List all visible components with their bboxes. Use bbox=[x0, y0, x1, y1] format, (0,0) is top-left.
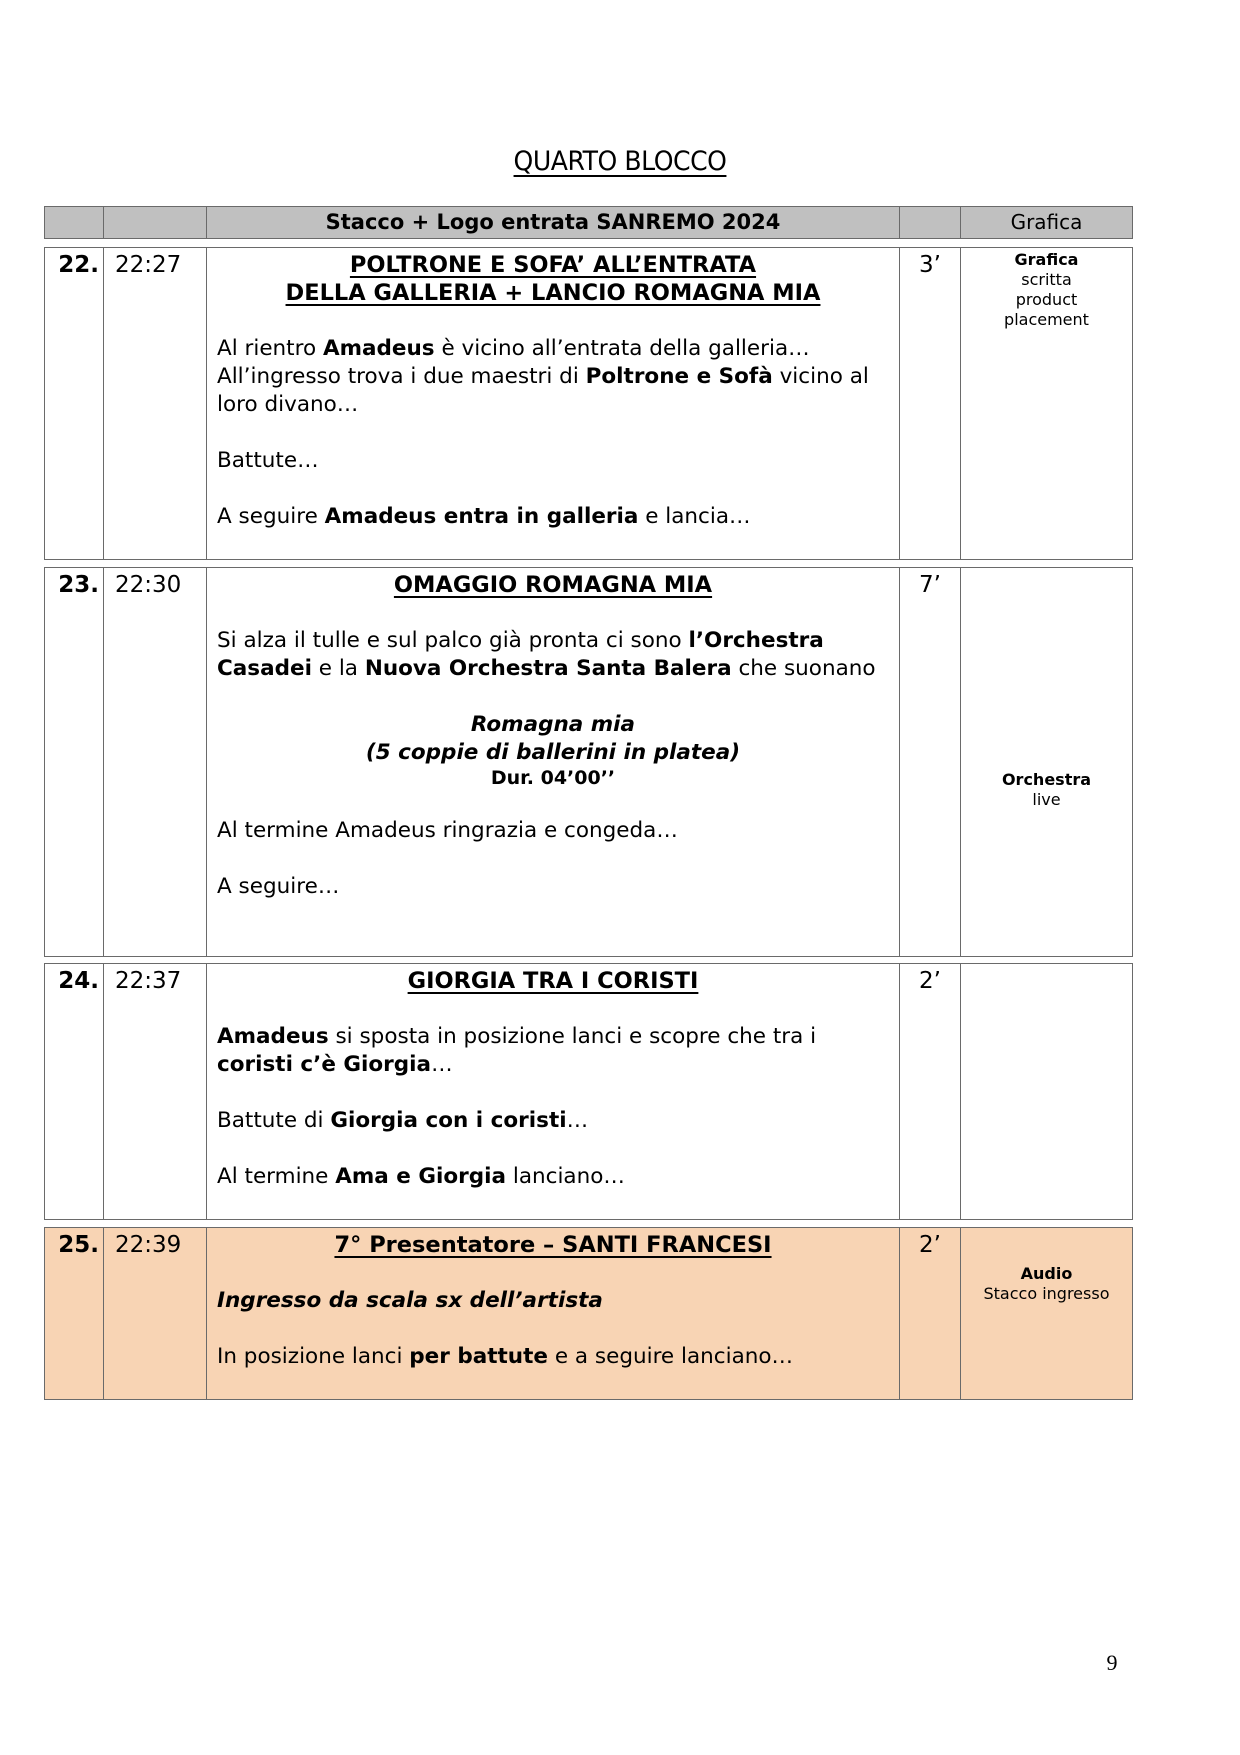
paragraph: A seguire… bbox=[217, 874, 340, 899]
notes-label: Grafica bbox=[1014, 250, 1079, 269]
bold-text: Amadeus bbox=[217, 1024, 329, 1049]
paragraph bbox=[217, 627, 889, 683]
bold-text: Amadeus bbox=[322, 336, 435, 361]
block-title-text: QUARTO BLOCCO bbox=[513, 146, 727, 177]
row-time: 22:39 bbox=[104, 1228, 207, 1399]
row-notes bbox=[961, 248, 1132, 559]
row-number: 23. bbox=[45, 568, 104, 956]
text: Al termine bbox=[217, 1164, 336, 1189]
text: … bbox=[566, 1108, 589, 1133]
text: vicino al loro divano… bbox=[217, 364, 869, 417]
block-title bbox=[43, 146, 1196, 177]
row-heading bbox=[217, 251, 889, 307]
row-time: 22:27 bbox=[104, 248, 207, 559]
text: In posizione lanci bbox=[217, 1344, 410, 1369]
song-note: (5 coppie di ballerini in platea) bbox=[365, 740, 741, 765]
paragraph bbox=[217, 1023, 889, 1079]
paragraph bbox=[217, 363, 889, 419]
text: Si alza il tulle e sul palco già pronta ci sono bbox=[217, 628, 689, 653]
bold-text: l’Orchestra Casadei bbox=[217, 628, 824, 681]
row-heading-line: DELLA GALLERIA + LANCIO ROMAGNA MIA bbox=[285, 280, 821, 306]
header-cell-time bbox=[104, 207, 207, 238]
header-cell-notes: Grafica bbox=[1010, 210, 1083, 234]
bold-text: Giorgia con i coristi bbox=[330, 1108, 567, 1133]
row-notes bbox=[961, 1228, 1132, 1399]
paragraph bbox=[217, 335, 889, 363]
row-content bbox=[207, 1228, 900, 1399]
notes-label: Audio bbox=[1020, 1264, 1073, 1283]
bold-text: Ama e Giorgia bbox=[335, 1164, 507, 1189]
row-duration: 7’ bbox=[900, 568, 961, 956]
paragraph: Al termine Amadeus ringrazia e congeda… bbox=[217, 818, 678, 843]
page-number: 9 bbox=[1106, 1650, 1118, 1675]
table-row-25 bbox=[44, 1227, 1133, 1400]
text: e lancia… bbox=[638, 504, 751, 529]
bold-text: Nuova Orchestra Santa Balera bbox=[364, 656, 732, 681]
text: e a seguire lanciano… bbox=[547, 1344, 794, 1369]
row-content bbox=[207, 964, 900, 1219]
row-duration: 2’ bbox=[900, 964, 961, 1219]
song-duration: Dur. 04’00’’ bbox=[490, 767, 616, 789]
row-duration: 3’ bbox=[900, 248, 961, 559]
notes-text: scritta product placement bbox=[1004, 270, 1089, 329]
text: Al rientro bbox=[217, 336, 323, 361]
paragraph bbox=[217, 503, 889, 531]
text: si sposta in posizione lanci e scopre che tra i bbox=[328, 1024, 817, 1049]
text: lanciano… bbox=[506, 1164, 625, 1189]
row-heading: 7° Presentatore – SANTI FRANCESI bbox=[334, 1232, 772, 1258]
text: Battute di bbox=[217, 1108, 331, 1133]
bold-text: per battute bbox=[409, 1344, 548, 1369]
row-notes bbox=[961, 964, 1132, 1219]
notes-text: Stacco ingresso bbox=[983, 1284, 1110, 1303]
text: è vicino all’entrata della galleria… bbox=[434, 336, 810, 361]
header-cell-segment: Stacco + Logo entrata SANREMO 2024 bbox=[207, 207, 900, 238]
paragraph bbox=[217, 1343, 889, 1371]
paragraph: Battute… bbox=[217, 448, 319, 473]
header-cell-duration bbox=[900, 207, 961, 238]
header-row bbox=[44, 206, 1133, 239]
row-content bbox=[207, 248, 900, 559]
row-number: 24. bbox=[45, 964, 104, 1219]
text: … bbox=[431, 1052, 453, 1077]
table-row-22 bbox=[44, 247, 1133, 560]
row-heading: OMAGGIO ROMAGNA MIA bbox=[393, 572, 713, 598]
row-heading: GIORGIA TRA I CORISTI bbox=[407, 968, 699, 994]
row-subheading: Ingresso da scala sx dell’artista bbox=[217, 1288, 603, 1313]
paragraph bbox=[217, 1107, 889, 1135]
row-number: 25. bbox=[45, 1228, 104, 1399]
notes-label: Orchestra bbox=[1001, 770, 1092, 789]
row-duration: 2’ bbox=[900, 1228, 961, 1399]
bold-text: Poltrone e Sofà bbox=[585, 364, 773, 389]
row-content bbox=[207, 568, 900, 956]
table-row-23 bbox=[44, 567, 1133, 957]
bold-text: Amadeus entra in galleria bbox=[324, 504, 639, 529]
paragraph bbox=[217, 1163, 889, 1191]
row-time: 22:30 bbox=[104, 568, 207, 956]
text: e la bbox=[311, 656, 365, 681]
row-number: 22. bbox=[45, 248, 104, 559]
text: A seguire bbox=[217, 504, 325, 529]
song-block bbox=[217, 711, 889, 789]
row-heading-line: POLTRONE E SOFA’ ALL’ENTRATA bbox=[349, 252, 757, 278]
text: All’ingresso trova i due maestri di bbox=[217, 364, 586, 389]
table-row-24 bbox=[44, 963, 1133, 1220]
row-time: 22:37 bbox=[104, 964, 207, 1219]
song-title: Romagna mia bbox=[470, 712, 636, 737]
header-cell-number bbox=[45, 207, 104, 238]
text: che suonano bbox=[731, 656, 876, 681]
row-notes bbox=[961, 568, 1132, 956]
bold-text: coristi c’è Giorgia bbox=[217, 1052, 432, 1077]
notes-text: live bbox=[1032, 790, 1061, 809]
